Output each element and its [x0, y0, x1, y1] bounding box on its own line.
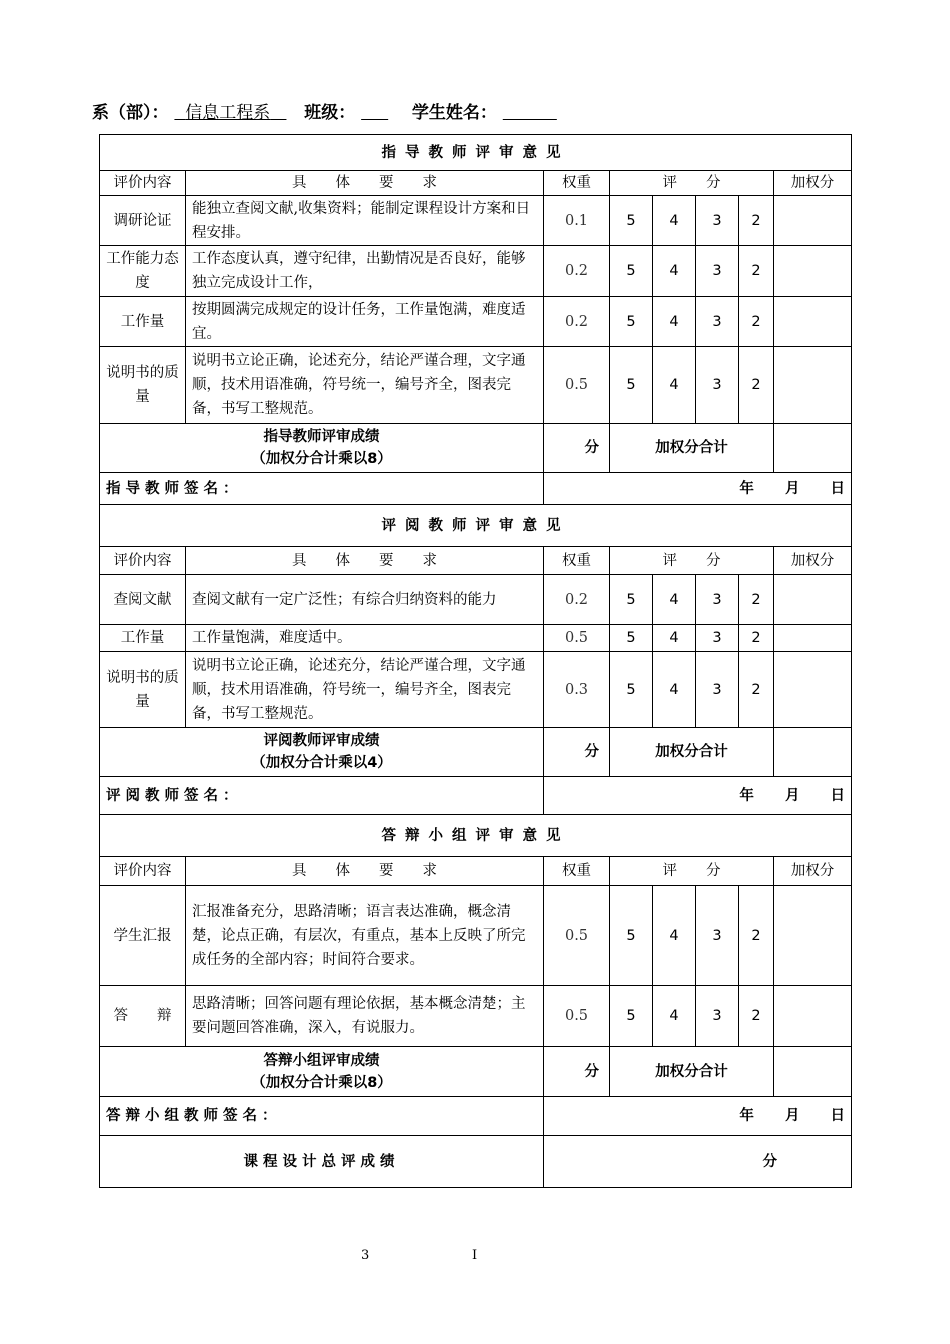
- dept-value: 信息工程系: [185, 103, 271, 123]
- col-content-header: 评价内容: [100, 171, 186, 196]
- result-multiplier: （加权分合计乘以4）: [251, 755, 392, 771]
- score-option-2[interactable]: 2: [739, 652, 774, 728]
- result-score-field[interactable]: [544, 728, 610, 777]
- result-score-field[interactable]: [544, 424, 610, 473]
- criteria-row: [100, 297, 852, 347]
- weighted-score-cell[interactable]: [774, 625, 852, 652]
- criteria-requirement: 查阅文献有一定广泛性；有综合归纳资料的能力: [186, 575, 544, 625]
- criteria-item: 调研论证: [100, 196, 186, 246]
- score-option-2[interactable]: 2: [739, 886, 774, 986]
- weighted-total-field[interactable]: [774, 728, 852, 777]
- criteria-weight: 0.5: [544, 886, 610, 986]
- result-label-cell: [100, 728, 544, 777]
- column-header-row: [100, 857, 852, 886]
- criteria-weight: 0.2: [544, 575, 610, 625]
- score-option-5[interactable]: 5: [610, 886, 653, 986]
- criteria-requirement: 汇报准备充分，思路清晰；语言表达准确，概念清楚，论点正确，有层次，有重点，基本上反映了所完成任务的全部内容；时间符合要求。: [186, 886, 544, 986]
- criteria-row: [100, 347, 852, 424]
- result-label: 指导教师评审成绩: [263, 429, 380, 445]
- signature-row: [100, 1097, 852, 1136]
- score-option-4[interactable]: 4: [653, 652, 696, 728]
- final-score-row: [100, 1136, 852, 1188]
- criteria-requirement: 工作量饱满，难度适中。: [186, 625, 544, 652]
- score-option-3[interactable]: 3: [696, 886, 739, 986]
- score-option-4[interactable]: 4: [653, 886, 696, 986]
- criteria-item: 说明书的质量: [100, 652, 186, 728]
- final-score-field[interactable]: 分: [544, 1136, 852, 1188]
- criteria-row: [100, 575, 852, 625]
- col-score-header: 评 分: [610, 171, 774, 196]
- weighted-score-cell[interactable]: [774, 347, 852, 424]
- date-field[interactable]: 年 月 日: [544, 1097, 852, 1136]
- score-option-2[interactable]: 2: [739, 625, 774, 652]
- criteria-row: [100, 886, 852, 986]
- student-name-field[interactable]: [503, 103, 557, 123]
- section-title: 评阅教师评审意见: [100, 505, 852, 547]
- result-label-cell: [100, 424, 544, 473]
- date-field[interactable]: 年 月 日: [544, 777, 852, 815]
- result-label: 答辩小组评审成绩: [263, 1052, 380, 1069]
- criteria-row: [100, 986, 852, 1047]
- score-option-5[interactable]: 5: [610, 575, 653, 625]
- weighted-total-label: 加权分合计: [610, 728, 774, 777]
- score-option-5[interactable]: 5: [610, 297, 653, 347]
- score-option-5[interactable]: 5: [610, 625, 653, 652]
- criteria-row: [100, 625, 852, 652]
- col-requirements-header: 具 体 要 求: [186, 857, 544, 886]
- result-label-cell: [100, 1047, 544, 1097]
- result-multiplier: （加权分合计乘以8）: [251, 1074, 392, 1091]
- criteria-weight: 0.2: [544, 246, 610, 297]
- criteria-row: [100, 652, 852, 728]
- criteria-item: 工作量: [100, 297, 186, 347]
- criteria-weight: 0.3: [544, 652, 610, 728]
- final-score-label: 课程设计总评成绩: [100, 1136, 544, 1188]
- score-option-3[interactable]: 3: [696, 986, 739, 1047]
- score-option-5[interactable]: 5: [610, 196, 653, 246]
- criteria-row: [100, 196, 852, 246]
- score-option-2[interactable]: 2: [739, 575, 774, 625]
- dept-label: 系（部）：: [92, 103, 169, 123]
- score-option-4[interactable]: 4: [653, 297, 696, 347]
- score-option-3[interactable]: 3: [696, 297, 739, 347]
- col-weighted-header: 加权分: [774, 857, 852, 886]
- section-title-row: [100, 505, 852, 547]
- form-header: [92, 98, 557, 123]
- criteria-weight: 0.5: [544, 986, 610, 1047]
- weighted-score-cell[interactable]: [774, 196, 852, 246]
- score-option-5[interactable]: 5: [610, 246, 653, 297]
- score-option-4[interactable]: 4: [653, 196, 696, 246]
- criteria-weight: 0.1: [544, 196, 610, 246]
- signature-label[interactable]: 答辩小组教师签名：: [100, 1097, 544, 1136]
- criteria-weight: 0.5: [544, 625, 610, 652]
- criteria-requirement: 按期圆满完成规定的设计任务，工作量饱满，难度适宜。: [186, 297, 544, 347]
- criteria-item: 说明书的质量: [100, 347, 186, 424]
- result-multiplier: （加权分合计乘以8）: [251, 451, 392, 467]
- score-option-2[interactable]: 2: [739, 246, 774, 297]
- score-option-4[interactable]: 4: [653, 625, 696, 652]
- section-title: 指导教师评审意见: [100, 135, 852, 171]
- score-option-4[interactable]: 4: [653, 347, 696, 424]
- result-unit: 分: [584, 440, 599, 456]
- student-name-label: 学生姓名：: [411, 103, 497, 123]
- criteria-item: 查阅文献: [100, 575, 186, 625]
- score-option-5[interactable]: 5: [610, 347, 653, 424]
- dept-field[interactable]: [174, 103, 286, 123]
- score-option-2[interactable]: 2: [739, 347, 774, 424]
- score-option-5[interactable]: 5: [610, 986, 653, 1047]
- section-title-row: [100, 135, 852, 171]
- result-unit: 分: [584, 744, 599, 760]
- score-option-2[interactable]: 2: [739, 196, 774, 246]
- result-score-field[interactable]: [544, 1047, 610, 1097]
- col-weight-header: 权重: [544, 547, 610, 575]
- score-option-5[interactable]: 5: [610, 652, 653, 728]
- col-weighted-header: 加权分: [774, 547, 852, 575]
- score-option-3[interactable]: 3: [696, 196, 739, 246]
- score-option-2[interactable]: 2: [739, 297, 774, 347]
- weighted-total-label: 加权分合计: [610, 424, 774, 473]
- col-content-header: 评价内容: [100, 547, 186, 575]
- result-row: [100, 424, 852, 473]
- col-requirements-header: 具 体 要 求: [186, 547, 544, 575]
- weighted-total-field[interactable]: [774, 1047, 852, 1097]
- col-score-header: 评 分: [610, 547, 774, 575]
- weighted-score-cell[interactable]: [774, 886, 852, 986]
- result-label: 评阅教师评审成绩: [263, 733, 380, 749]
- criteria-row: [100, 246, 852, 297]
- weighted-total-label: 加权分合计: [610, 1047, 774, 1097]
- weighted-score-cell[interactable]: [774, 652, 852, 728]
- result-row: [100, 728, 852, 777]
- criteria-item: 答 辩: [100, 986, 186, 1047]
- class-field[interactable]: [361, 103, 388, 123]
- weighted-score-cell[interactable]: [774, 246, 852, 297]
- score-option-2[interactable]: 2: [739, 986, 774, 1047]
- score-option-4[interactable]: 4: [653, 575, 696, 625]
- criteria-item: 学生汇报: [100, 886, 186, 986]
- column-header-row: [100, 171, 852, 196]
- score-option-3[interactable]: 3: [696, 575, 739, 625]
- criteria-weight: 0.5: [544, 347, 610, 424]
- result-unit: 分: [584, 1063, 599, 1080]
- signature-label[interactable]: 评阅教师签名：: [100, 777, 544, 815]
- column-header-row: [100, 547, 852, 575]
- col-weight-header: 权重: [544, 857, 610, 886]
- page-number: 3: [361, 1248, 370, 1263]
- score-option-4[interactable]: 4: [653, 246, 696, 297]
- criteria-requirement: 工作态度认真，遵守纪律，出勤情况是否良好，能够独立完成设计工作，: [186, 246, 544, 297]
- col-score-header: 评 分: [610, 857, 774, 886]
- signature-row: [100, 473, 852, 505]
- col-weight-header: 权重: [544, 171, 610, 196]
- criteria-weight: 0.2: [544, 297, 610, 347]
- section-title: 答辩小组评审意见: [100, 815, 852, 857]
- weighted-score-cell[interactable]: [774, 986, 852, 1047]
- criteria-item: 工作量: [100, 625, 186, 652]
- signature-label[interactable]: 指导教师签名：: [100, 473, 544, 505]
- evaluation-table: [99, 134, 852, 1188]
- criteria-requirement: 说明书立论正确，论述充分，结论严谨合理，文字通顺，技术用语准确，符号统一，编号齐全，图表完备，书写工整规范。: [186, 347, 544, 424]
- criteria-requirement: 思路清晰；回答问题有理论依据，基本概念清楚；主要问题回答准确，深入，有说服力。: [186, 986, 544, 1047]
- weighted-score-cell[interactable]: [774, 297, 852, 347]
- criteria-item: 工作能力态度: [100, 246, 186, 297]
- weighted-score-cell[interactable]: [774, 575, 852, 625]
- section-title-row: [100, 815, 852, 857]
- page-mark: I: [472, 1248, 478, 1263]
- score-option-3[interactable]: 3: [696, 625, 739, 652]
- col-requirements-header: 具 体 要 求: [186, 171, 544, 196]
- weighted-total-field[interactable]: [774, 424, 852, 473]
- date-field[interactable]: 年 月 日: [544, 473, 852, 505]
- score-option-3[interactable]: 3: [696, 652, 739, 728]
- criteria-requirement: 能独立查阅文献,收集资料；能制定课程设计方案和日程安排。: [186, 196, 544, 246]
- col-content-header: 评价内容: [100, 857, 186, 886]
- result-row: [100, 1047, 852, 1097]
- score-option-3[interactable]: 3: [696, 347, 739, 424]
- class-label: 班级：: [304, 103, 356, 123]
- criteria-requirement: 说明书立论正确，论述充分，结论严谨合理，文字通顺，技术用语准确，符号统一，编号齐全，图表完备，书写工整规范。: [186, 652, 544, 728]
- col-weighted-header: 加权分: [774, 171, 852, 196]
- signature-row: [100, 777, 852, 815]
- score-option-4[interactable]: 4: [653, 986, 696, 1047]
- score-option-3[interactable]: 3: [696, 246, 739, 297]
